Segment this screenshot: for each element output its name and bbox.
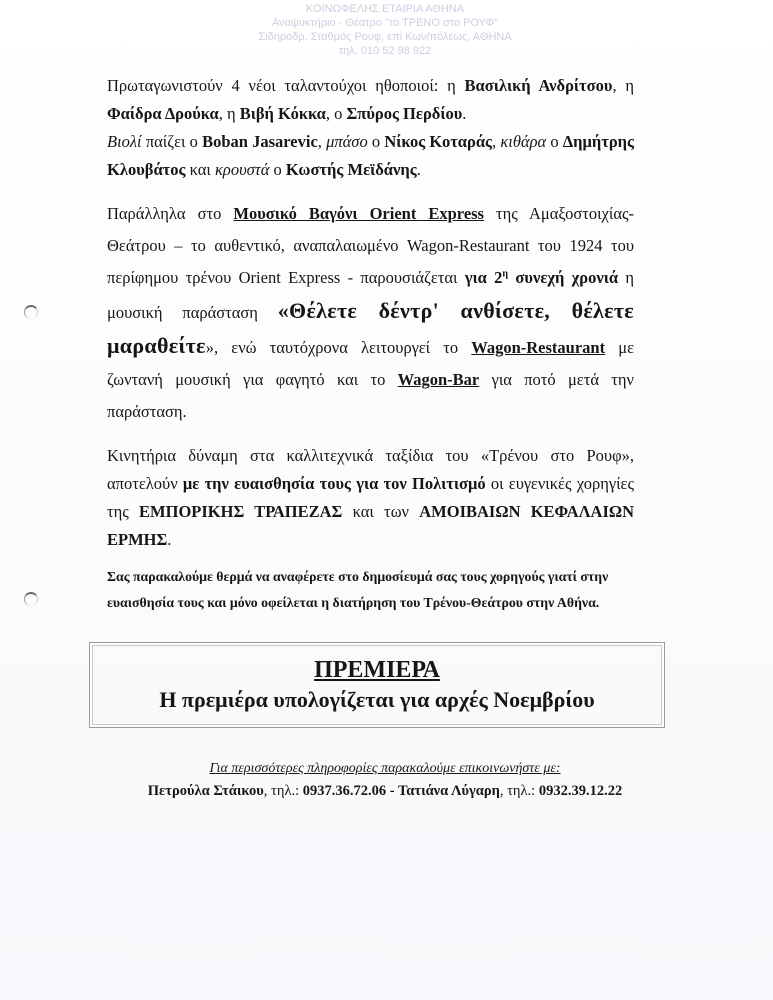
sponsor-request: Σας παρακαλούμε θερμά να αναφέρετε στο δημοσίευμά σας τους χορηγούς γιατί στην ευαισθησία τους και μόνο οφείλεται η διατήρηση του Τρένου-Θεάτρου στην Αθήνα.: [107, 569, 609, 610]
text: Κινητήρια δύναμη στα καλλιτεχνικά ταξίδια του «Τρένου στο Ρουφ», αποτελούν: [107, 446, 634, 493]
text: ,: [492, 132, 501, 151]
superscript: η: [502, 268, 509, 280]
bleed-line: Σιδηροδρ. Σταθμός Ρουφ, επί Κων/πόλεως, ΑΘΗΝΑ: [258, 31, 512, 43]
cast-paragraph: [107, 72, 634, 128]
text: για ποτό μετά την παράσταση.: [107, 370, 634, 421]
document-column: [107, 0, 634, 822]
instrument: Βιολί: [107, 132, 142, 151]
sponsor-name: ΕΜΠΟΡΙΚΗΣ ΤΡΑΠΕΖΑΣ: [139, 502, 343, 521]
tel-label: , τηλ.:: [263, 783, 303, 799]
bleed-line: Αναψυκτήριο - Θέατρο "το ΤΡΕΝΟ στο ΡΟΥΦ": [271, 17, 499, 29]
premiere-title: ΠΡΕΜΙΕΡΑ: [314, 657, 440, 683]
cast-intro: Πρωταγωνιστούν 4 νέοι ταλαντούχοι ηθοποιοί: η: [107, 76, 465, 95]
text: ο: [269, 160, 286, 179]
premiere-date: Η πρεμιέρα υπολογίζεται για αρχές Νοεμβρίου: [159, 687, 595, 712]
contact-line: [100, 780, 670, 802]
text: με ζωντανή μουσική για φαγητό και το: [107, 338, 634, 389]
actor-name: Βιβή Κόκκα: [239, 104, 326, 123]
phone-number: 0937.36.72.06: [302, 783, 387, 799]
contact-block: [100, 758, 670, 802]
wagon-bar: Wagon-Bar: [397, 370, 480, 389]
phone-number: 0932.39.12.22: [538, 783, 623, 799]
text: .: [167, 530, 172, 549]
musician-name: Boban Jasarevic: [202, 132, 318, 151]
sponsors-paragraph: [107, 442, 634, 554]
separator: , ο: [325, 104, 347, 123]
text: και: [185, 160, 215, 179]
punch-hole-icon: [24, 592, 38, 606]
text: παίζει ο: [141, 132, 203, 151]
emphasis: με την ευαισθησία τους για τον Πολιτισμό: [182, 474, 486, 493]
bleed-letterhead: [215, 2, 555, 58]
premiere-box: [89, 642, 665, 728]
punch-hole-icon: [24, 305, 38, 319]
wagon-restaurant: Wagon-Restaurant: [471, 338, 606, 357]
instrument: κρουστά: [215, 160, 270, 179]
text: οι ευγενικές χορηγίες της: [107, 474, 635, 521]
musician-name: Κωστής Μεϊδάνης: [285, 160, 417, 179]
sponsor-name: ΑΜΟΙΒΑΙΩΝ ΚΕΦΑΛΑΙΩΝ ΕΡΜΗΣ: [107, 502, 635, 549]
separator: .: [462, 104, 467, 123]
bleed-line: τηλ. 010 52 98 922: [338, 45, 432, 57]
separator: , η: [612, 76, 634, 95]
text: Παράλληλα στο: [107, 204, 234, 223]
text: της Αμαξοστοιχίας-Θεάτρου – το αυθεντικό, αναπαλαιωμένο Wagon-Restaurant του 1924 του περίφημου τρένου Orient Express - παρουσιάζεται: [107, 204, 634, 287]
orient-express-paragraph: [107, 198, 634, 428]
actor-name: Φαίδρα Δρούκα: [107, 104, 219, 123]
text: .: [416, 160, 421, 179]
musicians-paragraph: [107, 128, 634, 184]
text: ο: [546, 132, 563, 151]
contact-person: Τατιάνα Λύγαρη: [397, 783, 500, 799]
emphasis: συνεχή χρονιά: [508, 268, 619, 287]
venue-name: Μουσικό Βαγόνι Orient Express: [233, 204, 484, 223]
text: η μουσική παράσταση: [107, 268, 635, 322]
actor-name: Σπύρος Περδίου: [346, 104, 463, 123]
text: ο: [367, 132, 385, 151]
request-paragraph: [107, 564, 634, 616]
contact-header: Για περισσότερες πληροφορίες παρακαλούμε επικοινωνήστε με:: [209, 761, 561, 776]
text: »: [205, 338, 214, 357]
emphasis: για 2: [464, 268, 503, 287]
separator: , η: [218, 104, 240, 123]
show-title: «Θέλετε δέντρ' ανθίσετε, θέλετε μαραθείτε: [107, 298, 634, 358]
instrument: κιθάρα: [500, 132, 547, 151]
text: , ενώ ταυτόχρονα λειτουργεί το: [214, 338, 472, 357]
actor-name: Βασιλική Ανδρίτσου: [464, 76, 613, 95]
text: και των: [342, 502, 420, 521]
instrument: μπάσο: [326, 132, 368, 151]
bleed-line: ΚΟΙΝΩΦΕΛΗΣ ΕΤΑΙΡΙΑ ΑΘΗΝΑ: [305, 3, 465, 15]
text: ,: [317, 132, 327, 151]
musician-name: Δημήτρης Κλουβάτος: [107, 132, 635, 179]
tel-label: , τηλ.:: [499, 783, 539, 799]
musician-name: Νίκος Κοταράς: [384, 132, 493, 151]
separator: -: [386, 783, 398, 799]
contact-person: Πετρούλα Στάικου: [147, 783, 264, 799]
